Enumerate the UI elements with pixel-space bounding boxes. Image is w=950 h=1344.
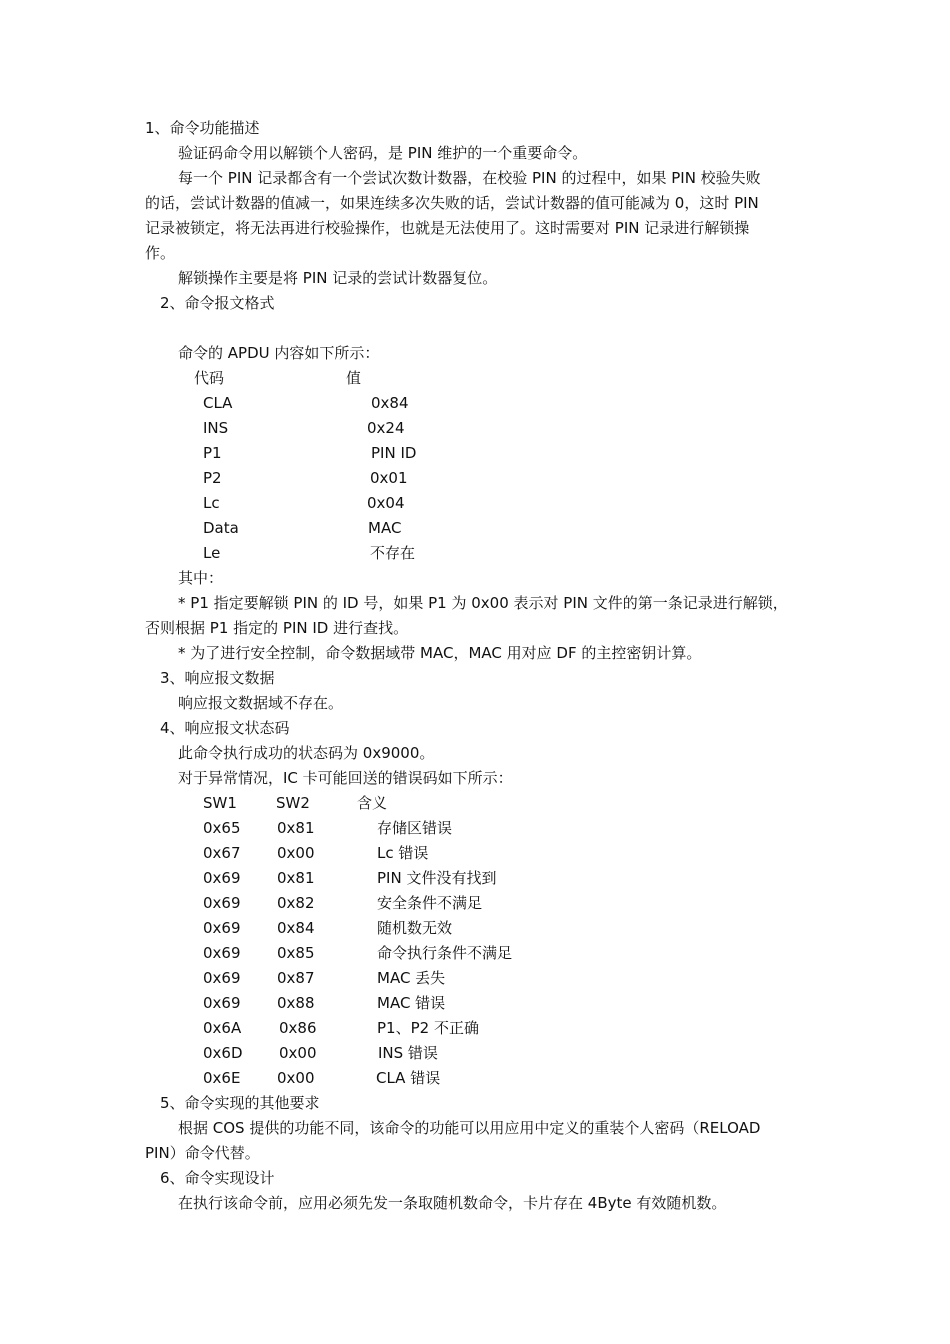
apdu-row-code: CLA (203, 394, 233, 412)
section-5-text-line-1: 根据 COS 提供的功能不同，该命令的功能可以用应用中定义的重装个人密码（RELOAD (178, 1119, 761, 1137)
status-row-meaning: PIN 文件没有找到 (377, 869, 497, 887)
section-1-paragraph-2-line-2: 的话，尝试计数器的值减一，如果连续多次失败的话，尝试计数器的值可能减为 0，这时 PIN (145, 194, 759, 212)
apdu-row-value: 不存在 (370, 544, 416, 562)
apdu-row-code: P1 (203, 444, 222, 462)
section-1-paragraph-2-line-3: 记录被锁定，将无法再进行校验操作，也就是无法使用了。这时需要对 PIN 记录进行解锁操 (145, 219, 750, 237)
status-row-sw2: 0x85 (277, 944, 315, 962)
status-row-sw1: 0x69 (203, 944, 241, 962)
apdu-row-code: INS (203, 419, 229, 437)
status-row-sw2: 0x00 (277, 844, 315, 862)
status-header-meaning: 含义 (357, 794, 388, 812)
section-2-heading: 2、命令报文格式 (160, 294, 275, 312)
section-5-text-line-2: PIN）命令代替。 (145, 1144, 260, 1162)
status-row-sw1: 0x69 (203, 969, 241, 987)
apdu-header-value: 值 (346, 369, 362, 387)
status-row-sw2: 0x81 (277, 819, 315, 837)
status-row-sw2: 0x88 (277, 994, 315, 1012)
section-6-text: 在执行该命令前，应用必须先发一条取随机数命令，卡片存在 4Byte 有效随机数。 (178, 1194, 727, 1212)
apdu-header-code: 代码 (194, 369, 225, 387)
section-1-paragraph-2-line-4: 作。 (145, 244, 176, 262)
status-row-sw1: 0x6E (203, 1069, 241, 1087)
apdu-row-code: Data (203, 519, 239, 537)
section-1-heading: 1、命令功能描述 (145, 119, 260, 137)
status-row-sw1: 0x69 (203, 919, 241, 937)
status-row-sw2: 0x81 (277, 869, 315, 887)
status-row-meaning: MAC 错误 (377, 994, 446, 1012)
status-header-sw2: SW2 (276, 794, 310, 812)
status-row-sw1: 0x69 (203, 994, 241, 1012)
status-row-meaning: P1、P2 不正确 (377, 1019, 479, 1037)
status-row-meaning: MAC 丢失 (377, 969, 446, 987)
apdu-row-value: PIN ID (371, 444, 417, 462)
status-row-meaning: 存储区错误 (377, 819, 453, 837)
status-row-meaning: INS 错误 (378, 1044, 438, 1062)
apdu-row-code: Lc (203, 494, 220, 512)
status-header-sw1: SW1 (203, 794, 237, 812)
status-row-sw1: 0x67 (203, 844, 241, 862)
status-row-meaning: Lc 错误 (377, 844, 429, 862)
note-1-line-2: 否则根据 P1 指定的 PIN ID 进行查找。 (145, 619, 409, 637)
section-3-text: 响应报文数据域不存在。 (178, 694, 344, 712)
status-row-meaning: 随机数无效 (377, 919, 453, 937)
status-row-meaning: 命令执行条件不满足 (377, 944, 513, 962)
apdu-row-value: 0x04 (367, 494, 405, 512)
section-1-paragraph-3: 解锁操作主要是将 PIN 记录的尝试计数器复位。 (178, 269, 498, 287)
status-row-sw2: 0x82 (277, 894, 315, 912)
section-4-heading: 4、响应报文状态码 (160, 719, 290, 737)
note-2: * 为了进行安全控制，命令数据域带 MAC，MAC 用对应 DF 的主控密钥计算。 (178, 644, 702, 662)
section-1-paragraph-2-line-1: 每一个 PIN 记录都含有一个尝试次数计数器，在校验 PIN 的过程中，如果 PIN 校验失败 (178, 169, 761, 187)
status-row-sw1: 0x65 (203, 819, 241, 837)
success-status-text: 此命令执行成功的状态码为 0x9000。 (178, 744, 435, 762)
apdu-row-value: 0x01 (370, 469, 408, 487)
note-label: 其中： (178, 569, 224, 587)
status-row-sw2: 0x00 (279, 1044, 317, 1062)
section-3-heading: 3、响应报文数据 (160, 669, 275, 687)
status-row-sw1: 0x69 (203, 894, 241, 912)
status-row-sw1: 0x6D (203, 1044, 243, 1062)
apdu-row-value: 0x84 (371, 394, 409, 412)
section-6-heading: 6、命令实现设计 (160, 1169, 275, 1187)
section-5-heading: 5、命令实现的其他要求 (160, 1094, 320, 1112)
apdu-row-code: Le (203, 544, 221, 562)
apdu-row-code: P2 (203, 469, 222, 487)
status-row-sw1: 0x6A (203, 1019, 242, 1037)
apdu-intro: 命令的 APDU 内容如下所示： (178, 344, 380, 362)
status-row-sw2: 0x87 (277, 969, 315, 987)
apdu-row-value: 0x24 (367, 419, 405, 437)
apdu-row-value: MAC (368, 519, 402, 537)
status-row-meaning: 安全条件不满足 (377, 894, 483, 912)
status-row-sw2: 0x00 (277, 1069, 315, 1087)
note-1-line-1: * P1 指定要解锁 PIN 的 ID 号，如果 P1 为 0x00 表示对 PIN 文件的第一条记录进行解锁， (178, 594, 788, 612)
status-row-sw1: 0x69 (203, 869, 241, 887)
status-row-meaning: CLA 错误 (376, 1069, 441, 1087)
section-1-paragraph-1: 验证码命令用以解锁个人密码，是 PIN 维护的一个重要命令。 (178, 144, 588, 162)
status-row-sw2: 0x86 (279, 1019, 317, 1037)
status-row-sw2: 0x84 (277, 919, 315, 937)
errors-intro: 对于异常情况，IC 卡可能回送的错误码如下所示： (178, 769, 513, 787)
